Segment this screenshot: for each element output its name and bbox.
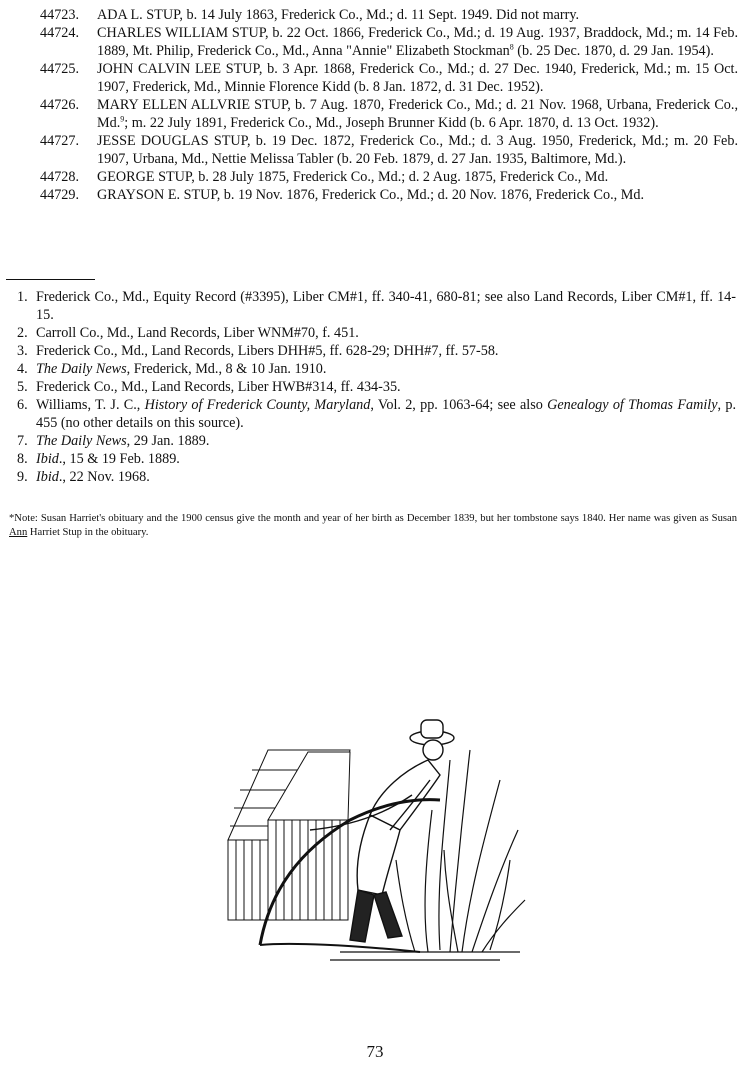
footnote-title-2: Genealogy of Thomas Family	[547, 397, 718, 413]
entry-number: 44725.	[40, 61, 80, 77]
footnote-title: Ibid	[36, 469, 59, 485]
barn	[228, 750, 350, 920]
entry	[0, 6, 750, 24]
entry-text: JOHN CALVIN LEE STUP, b. 3 Apr. 1868, Frederick Co., Md.; d. 27 Dec. 1940, Frederick, Md.; m. 15 Oct. 1907, Frederick, Md., Minnie Florence Kidd (b. 8 Jan. 1872, d. 31 Dec. 1952).	[97, 61, 738, 95]
entry-number: 44728.	[40, 169, 80, 185]
footnote-text-mid: , Vol. 2, pp. 1063-64; see also	[370, 397, 548, 413]
birth-note	[9, 512, 737, 540]
entry-number: 44723.	[40, 7, 80, 23]
footnote	[0, 324, 750, 342]
genealogy-entries	[0, 6, 750, 204]
footnote-rule	[6, 279, 95, 280]
footnote-ref: 8	[509, 42, 514, 52]
footnote	[0, 342, 750, 360]
footnote	[0, 378, 750, 396]
footnote-title: The Daily News	[36, 361, 127, 377]
footnote	[0, 450, 750, 468]
footnote-text: , Frederick, Md., 8 & 10 Jan. 1910.	[126, 361, 327, 377]
footnote-text: , 29 Jan. 1889.	[126, 433, 210, 449]
footnote-number: 4.	[17, 361, 28, 377]
footnote-number: 5.	[17, 379, 28, 395]
footnote-text: , p. 455 (no other details on this source).	[36, 397, 736, 431]
entry-text: CHARLES WILLIAM STUP, b. 22 Oct. 1866, Frederick Co., Md.; d. 19 Aug. 1937, Braddock, Md.; m. 14 Feb. 1889, Mt. Philip, Frederick Co., Md., Anna "Annie" Elizabeth Stockman	[97, 25, 738, 59]
footnote	[0, 468, 750, 486]
footnote-number: 6.	[17, 397, 28, 413]
footnote-number: 2.	[17, 325, 28, 341]
entry-number: 44726.	[40, 97, 80, 113]
entry	[0, 186, 750, 204]
footnote-title: History of Frederick County, Maryland	[144, 397, 371, 413]
birth-note-text: *Note: Susan Harriet's obituary and the 1900 census give the month and year of her birth as December 1839, but her tombstone says 1840. Her name was given as Susan	[9, 513, 737, 524]
footnote	[0, 396, 750, 432]
footnote-text: Carroll Co., Md., Land Records, Liber WNM#70, f. 451.	[36, 325, 359, 341]
scythe-mower-illustration	[200, 690, 530, 980]
footnote-text-pre: Williams, T. J. C.,	[36, 397, 145, 413]
birth-note-text-end: Harriet Stup in the obituary.	[27, 527, 149, 538]
entry	[0, 168, 750, 186]
footnote-number: 7.	[17, 433, 28, 449]
footnote-text: Frederick Co., Md., Land Records, Libers DHH#5, ff. 628-29; DHH#7, ff. 57-58.	[36, 343, 499, 359]
footnote-title: The Daily News	[36, 433, 127, 449]
entry-text: JESSE DOUGLAS STUP, b. 19 Dec. 1872, Frederick Co., Md.; d. 3 Aug. 1950, Frederick, Md.; m. 20 Feb. 1907, Urbana, Md., Nettie Melissa Tabler (b. 20 Feb. 1879, d. 27 Jan. 1935, Baltimore, Md.).	[97, 133, 738, 167]
entry-number: 44727.	[40, 133, 80, 149]
footnote-number: 3.	[17, 343, 28, 359]
footnote-number: 1.	[17, 289, 28, 305]
entry-text-tail: (b. 25 Dec. 1870, d. 29 Jan. 1954).	[513, 43, 714, 59]
footnote	[0, 432, 750, 450]
entry-number: 44724.	[40, 25, 80, 41]
entry	[0, 96, 750, 132]
entry-text-tail: ; m. 22 July 1891, Frederick Co., Md., Joseph Brunner Kidd (b. 6 Apr. 1870, d. 13 Oct. 1932).	[124, 115, 659, 131]
footnote-text: Frederick Co., Md., Land Records, Liber HWB#314, ff. 434-35.	[36, 379, 401, 395]
footnote	[0, 360, 750, 378]
entry-text: GRAYSON E. STUP, b. 19 Nov. 1876, Frederick Co., Md.; d. 20 Nov. 1876, Frederick Co., Md.	[97, 187, 644, 203]
footnote-text: ., 22 Nov. 1968.	[58, 469, 150, 485]
entry-text: MARY ELLEN ALLVRIE STUP, b. 7 Aug. 1870, Frederick Co., Md.; d. 21 Nov. 1968, Urbana, Frederick Co., Md.	[97, 97, 738, 131]
entry-text: GEORGE STUP, b. 28 July 1875, Frederick Co., Md.; d. 2 Aug. 1875, Frederick Co., Md.	[97, 169, 609, 185]
footnote	[0, 288, 750, 324]
entry-text: ADA L. STUP, b. 14 July 1863, Frederick Co., Md.; d. 11 Sept. 1949. Did not marry.	[97, 7, 580, 23]
entry	[0, 60, 750, 96]
footnotes	[0, 288, 750, 486]
entry	[0, 132, 750, 168]
footnote-number: 8.	[17, 451, 28, 467]
entry-number: 44729.	[40, 187, 80, 203]
footnote-ref: 9	[120, 114, 125, 124]
page-number: 73	[366, 1042, 384, 1061]
footnote-number: 9.	[17, 469, 28, 485]
birth-note-underlined: Ann	[9, 527, 28, 538]
footnote-text: Frederick Co., Md., Equity Record (#3395), Liber CM#1, ff. 340-41, 680-81; see also Land Records, Liber CM#1, ff. 14-15.	[36, 289, 736, 323]
footnote-title: Ibid	[36, 451, 59, 467]
entry	[0, 24, 750, 60]
footnote-text: ., 15 & 19 Feb. 1889.	[58, 451, 180, 467]
